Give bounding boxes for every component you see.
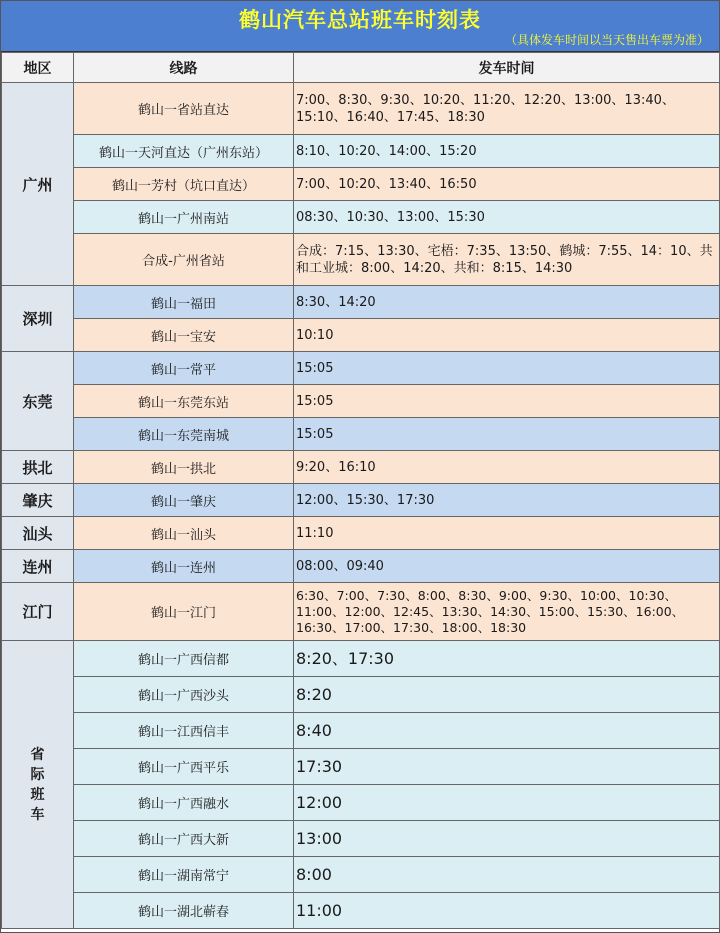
table-row bbox=[2, 385, 720, 418]
table-header-row bbox=[2, 53, 720, 83]
route-cell: 鹤山一广西沙头 bbox=[74, 677, 294, 713]
route-cell: 鹤山一省站直达 bbox=[74, 83, 294, 135]
table-row bbox=[2, 857, 720, 893]
times-cell: 8:20、17:30 bbox=[294, 641, 720, 677]
table-row bbox=[2, 484, 720, 517]
route-cell: 鹤山一芳村（坑口直达） bbox=[74, 168, 294, 201]
region-zhaoqing: 肇庆 bbox=[2, 484, 74, 517]
route-cell: 鹤山一东莞南城 bbox=[74, 418, 294, 451]
route-cell: 鹤山一拱北 bbox=[74, 451, 294, 484]
region-interprovincial-label: 省际班车 bbox=[30, 746, 45, 823]
table-row bbox=[2, 713, 720, 749]
page-title: 鹤山汽车总站班车时刻表 bbox=[239, 8, 481, 32]
table-row bbox=[2, 135, 720, 168]
times-cell: 9:20、16:10 bbox=[294, 451, 720, 484]
table-row bbox=[2, 821, 720, 857]
table-row bbox=[2, 168, 720, 201]
times-cell: 15:05 bbox=[294, 385, 720, 418]
times-cell: 8:40 bbox=[294, 713, 720, 749]
route-cell: 鹤山一广州南站 bbox=[74, 201, 294, 234]
table-row bbox=[2, 319, 720, 352]
region-gongbei: 拱北 bbox=[2, 451, 74, 484]
schedule-table bbox=[1, 52, 720, 929]
times-cell: 8:20 bbox=[294, 677, 720, 713]
table-row bbox=[2, 451, 720, 484]
times-cell: 11:10 bbox=[294, 517, 720, 550]
region-interprovincial bbox=[2, 641, 74, 929]
table-row bbox=[2, 550, 720, 583]
times-cell: 6:30、7:00、7:30、8:00、8:30、9:00、9:30、10:00、10:30、11:00、12:00、12:45、13:30、14:30、15:00、15:30、16:00、16:30、17:00、17:30、18:00、18:30 bbox=[294, 583, 720, 641]
table-row bbox=[2, 352, 720, 385]
table-row bbox=[2, 583, 720, 641]
route-cell: 鹤山一江门 bbox=[74, 583, 294, 641]
times-cell: 08:30、10:30、13:00、15:30 bbox=[294, 201, 720, 234]
route-cell: 鹤山一湖北蕲春 bbox=[74, 893, 294, 929]
table-row bbox=[2, 677, 720, 713]
table-row bbox=[2, 517, 720, 550]
table-row bbox=[2, 418, 720, 451]
times-cell: 7:00、10:20、13:40、16:50 bbox=[294, 168, 720, 201]
times-cell: 12:00 bbox=[294, 785, 720, 821]
times-cell: 13:00 bbox=[294, 821, 720, 857]
table-row bbox=[2, 234, 720, 286]
route-cell: 鹤山一广西信都 bbox=[74, 641, 294, 677]
page-subtitle: （具体发车时间以当天售出车票为准） bbox=[504, 33, 709, 47]
table-row bbox=[2, 641, 720, 677]
times-cell: 12:00、15:30、17:30 bbox=[294, 484, 720, 517]
times-cell: 08:00、09:40 bbox=[294, 550, 720, 583]
times-cell: 15:05 bbox=[294, 352, 720, 385]
route-cell: 鹤山一常平 bbox=[74, 352, 294, 385]
times-cell: 17:30 bbox=[294, 749, 720, 785]
table-row bbox=[2, 749, 720, 785]
times-cell: 8:10、10:20、14:00、15:20 bbox=[294, 135, 720, 168]
region-shantou: 汕头 bbox=[2, 517, 74, 550]
route-cell: 鹤山一广西平乐 bbox=[74, 749, 294, 785]
times-cell: 8:30、14:20 bbox=[294, 286, 720, 319]
region-shenzhen: 深圳 bbox=[2, 286, 74, 352]
times-cell: 15:05 bbox=[294, 418, 720, 451]
table-row bbox=[2, 201, 720, 234]
route-cell: 鹤山一肇庆 bbox=[74, 484, 294, 517]
times-cell: 11:00 bbox=[294, 893, 720, 929]
times-cell: 10:10 bbox=[294, 319, 720, 352]
table-row bbox=[2, 286, 720, 319]
title-bar bbox=[1, 1, 719, 52]
route-cell: 鹤山一湖南常宁 bbox=[74, 857, 294, 893]
route-cell: 鹤山一连州 bbox=[74, 550, 294, 583]
times-cell: 7:00、8:30、9:30、10:20、11:20、12:20、13:00、13:40、15:10、16:40、17:45、18:30 bbox=[294, 83, 720, 135]
times-cell: 合成：7:15、13:30、宅梧：7:35、13:50、鹤城：7:55、14：10、共和工业城：8:00、14:20、共和：8:15、14:30 bbox=[294, 234, 720, 286]
route-cell: 鹤山一汕头 bbox=[74, 517, 294, 550]
route-cell: 鹤山一宝安 bbox=[74, 319, 294, 352]
table-row bbox=[2, 83, 720, 135]
region-guangzhou: 广州 bbox=[2, 83, 74, 286]
route-cell: 鹤山一天河直达（广州东站） bbox=[74, 135, 294, 168]
table-row bbox=[2, 893, 720, 929]
region-lianzhou: 连州 bbox=[2, 550, 74, 583]
region-dongguan: 东莞 bbox=[2, 352, 74, 451]
route-cell: 合成-广州省站 bbox=[74, 234, 294, 286]
column-header-region: 地区 bbox=[2, 53, 74, 83]
times-cell: 8:00 bbox=[294, 857, 720, 893]
route-cell: 鹤山一东莞东站 bbox=[74, 385, 294, 418]
table-row bbox=[2, 785, 720, 821]
route-cell: 鹤山一江西信丰 bbox=[74, 713, 294, 749]
route-cell: 鹤山一广西融水 bbox=[74, 785, 294, 821]
region-jiangmen: 江门 bbox=[2, 583, 74, 641]
route-cell: 鹤山一广西大新 bbox=[74, 821, 294, 857]
column-header-times: 发车时间 bbox=[294, 53, 720, 83]
column-header-route: 线路 bbox=[74, 53, 294, 83]
route-cell: 鹤山一福田 bbox=[74, 286, 294, 319]
